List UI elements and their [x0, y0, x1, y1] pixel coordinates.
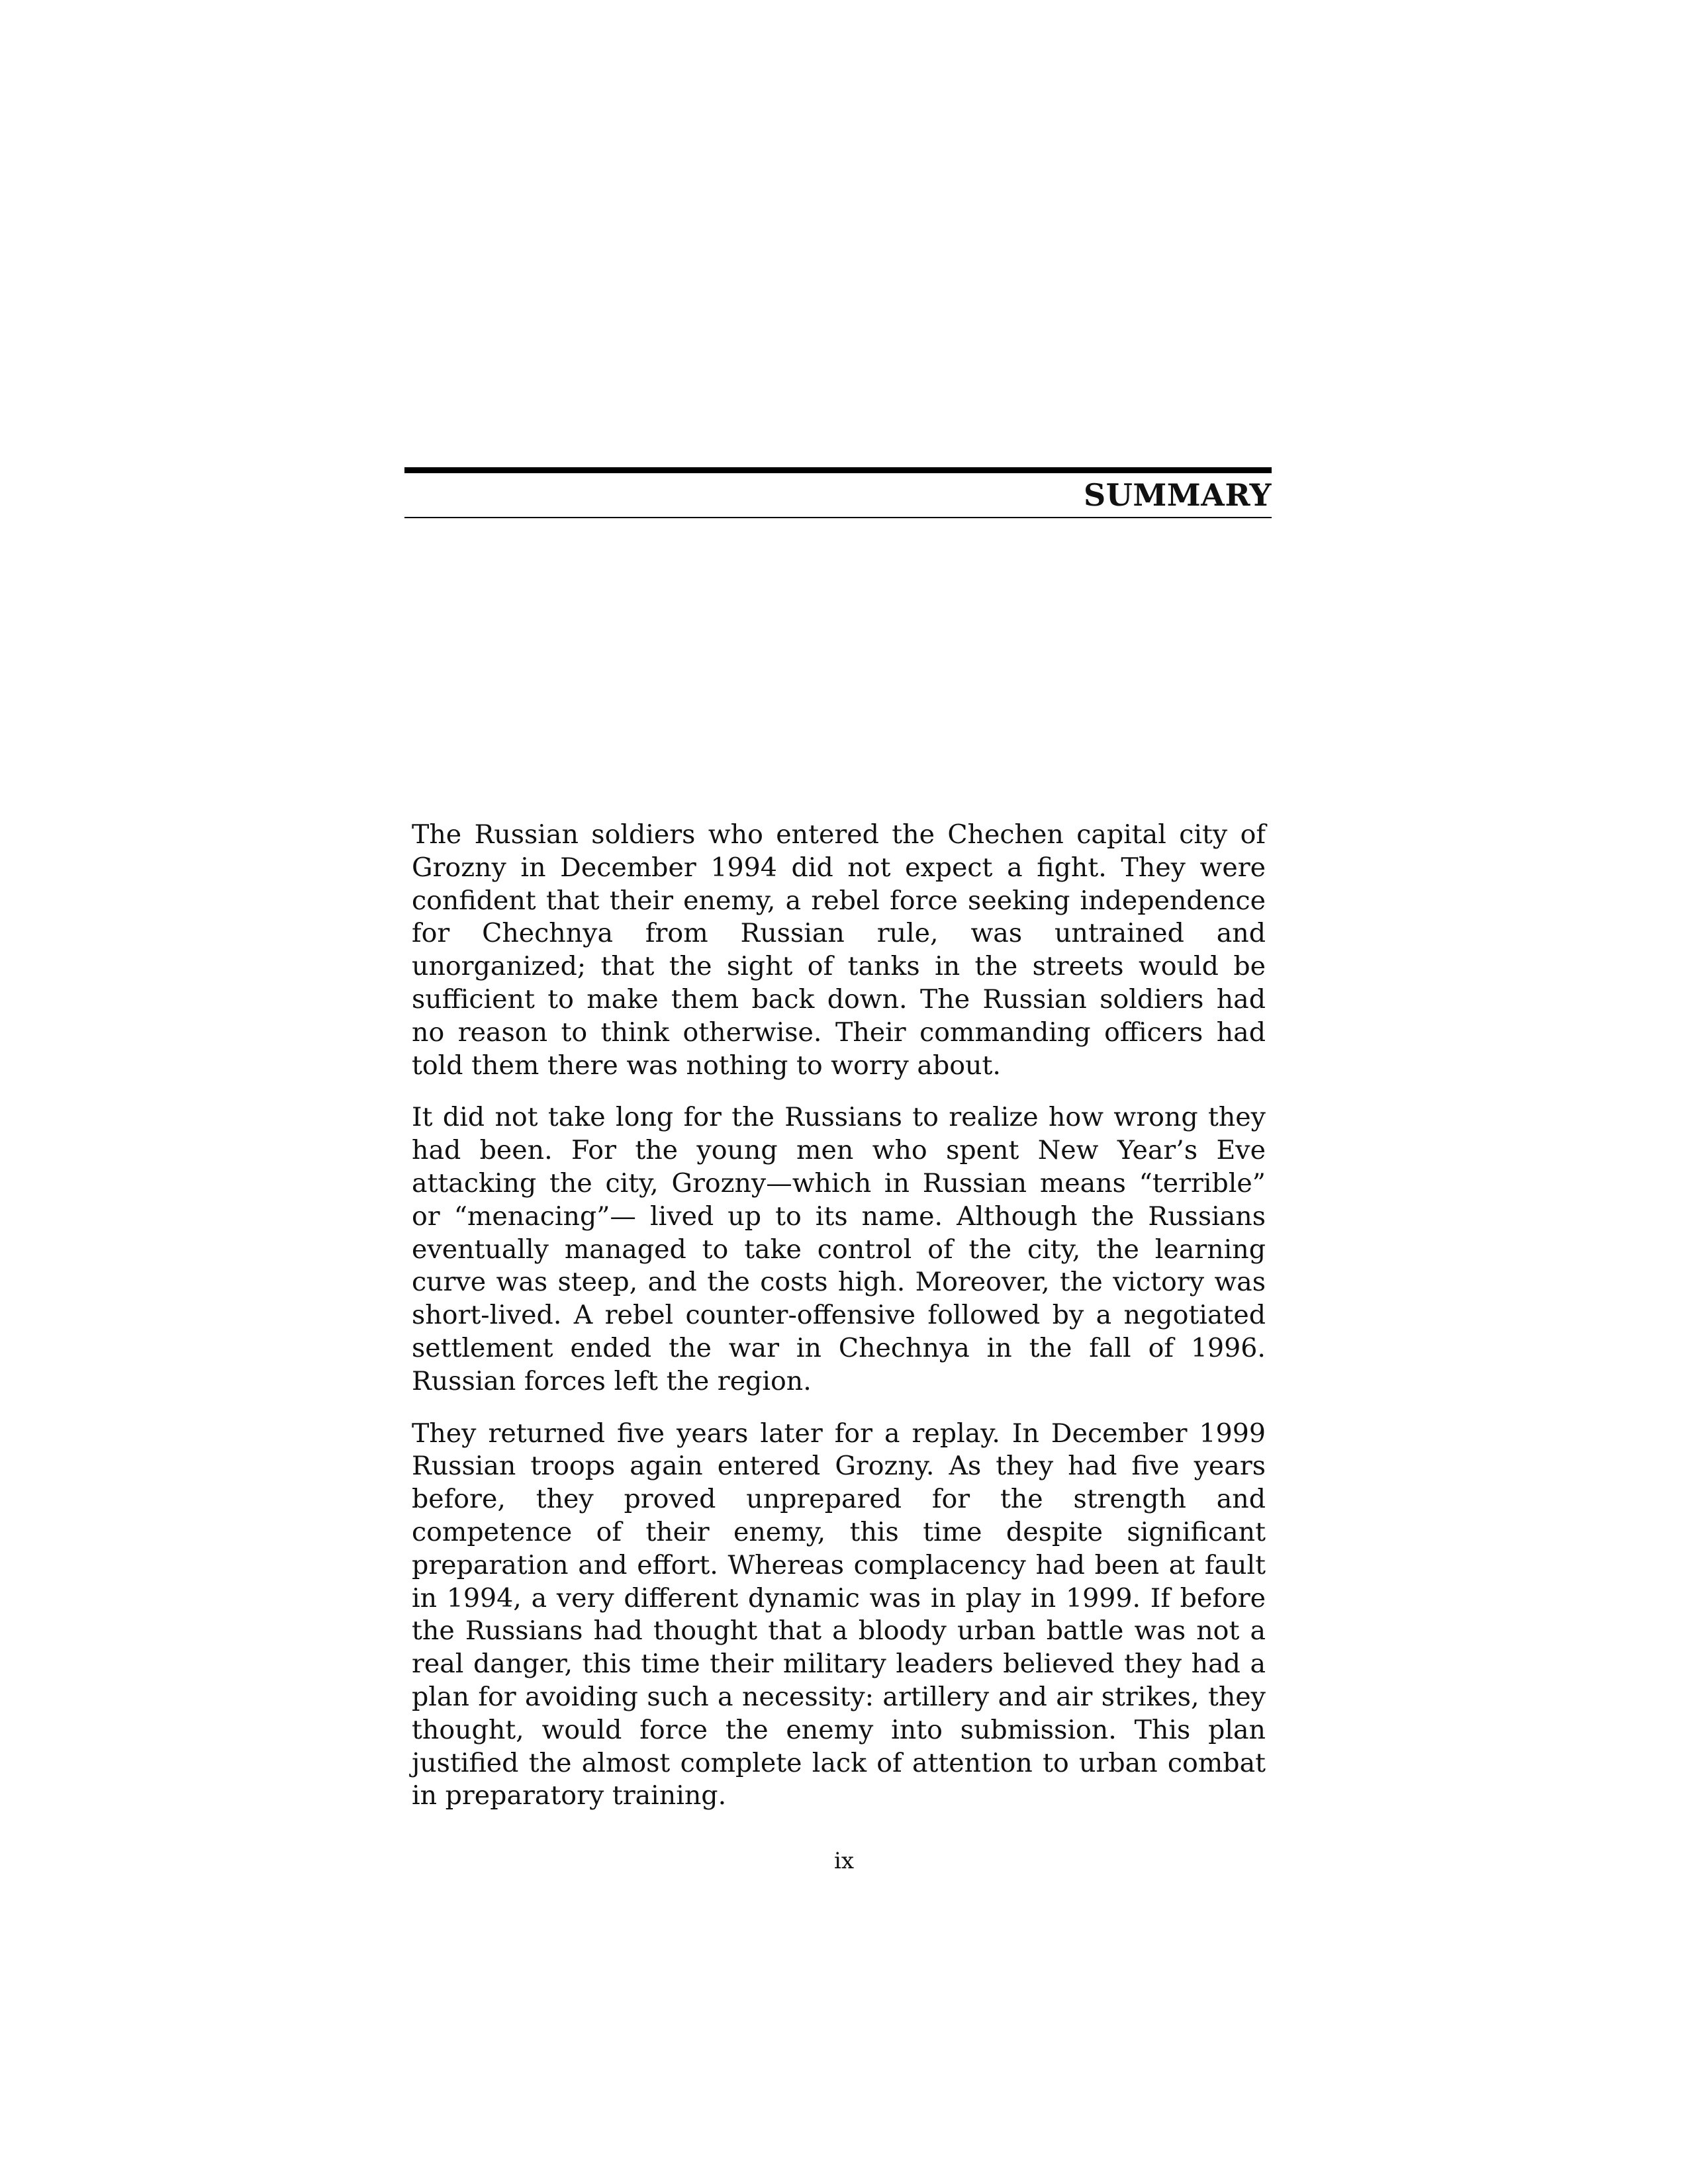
page-number: ix	[833, 1848, 855, 1874]
paragraph: It did not take long for the Russians to realize how wrong they had been. For the young men who spent New Year’s Eve attacking the city, Grozny—which in Russian means “terrible” or “menacing”— lived up to its name. Although the Russians eventually managed to take control of the city, the learning curve was steep, and the costs high. Moreover, the victory was short-lived. A rebel counter-offensive followed by a negotiated settlement ended the war in Chechnya in the fall of 1996. Russian forces left the region.	[412, 1102, 1266, 1396]
header-rule-thick	[404, 467, 1272, 473]
paragraph: The Russian soldiers who entered the Chechen capital city of Grozny in December 1994 did not expect a fight. They were confident that their enemy, a rebel force seeking independence for Chechnya from Russian rule, was untrained and unorganized; that the sight of tanks in the streets would be sufficient to make them back down. The Russian soldiers had no reason to think otherwise. Their commanding officers had told them there was nothing to worry about.	[412, 819, 1266, 1081]
chapter-title: SUMMARY	[1083, 477, 1272, 513]
paragraph: They returned five years later for a replay. In December 1999 Russian troops again entered Grozny. As they had five years before, they proved unprepared for the strength and competence of their enemy, this time despite significant preparation and effort. Whereas complacency had been at fault in 1994, a very different dynamic was in play in 1999. If before the Russians had thought that a bloody urban battle was not a real danger, this time their military leaders believed they had a plan for avoiding such a necessity: artillery and air strikes, they thought, would force the enemy into submission. This plan justified the almost complete lack of attention to urban combat in preparatory training.	[412, 1418, 1266, 1811]
body-text	[412, 819, 1266, 1832]
header-rule-thin	[404, 517, 1272, 518]
